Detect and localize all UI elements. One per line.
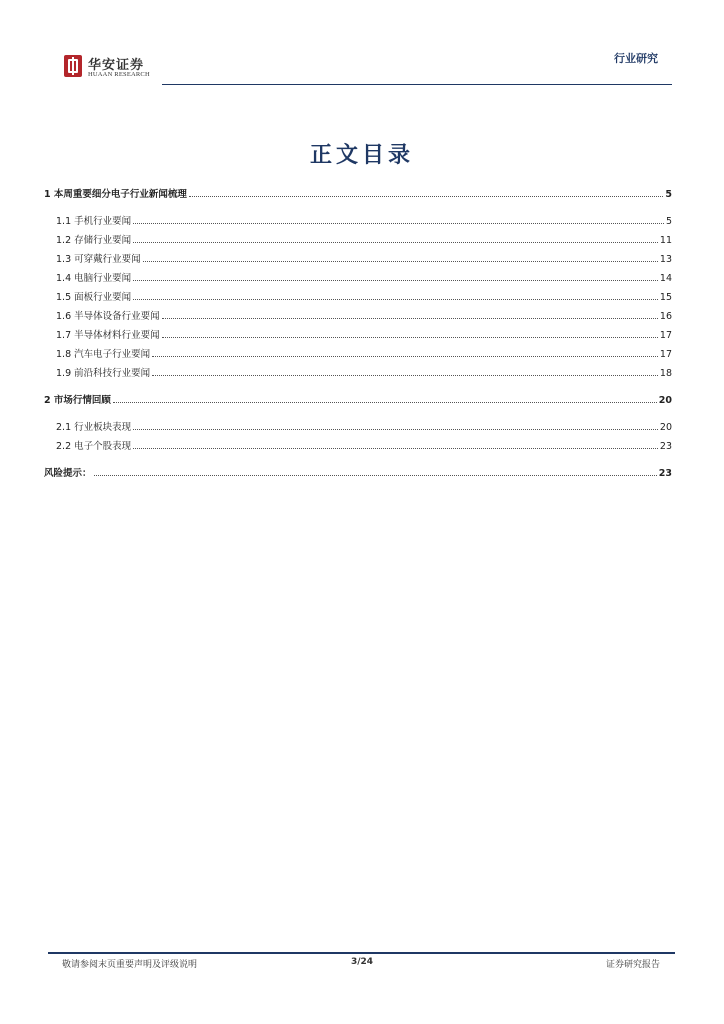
- toc-page-number: 23: [658, 468, 672, 479]
- toc-item[interactable]: [44, 303, 672, 322]
- toc-item-label: 1.9 前沿科技行业要闻: [56, 368, 151, 379]
- toc-item-label: 2.1 行业板块表现: [56, 422, 132, 433]
- toc-page-number: 20: [658, 395, 672, 406]
- toc-item-label: 1.5 面板行业要闻: [56, 292, 132, 303]
- toc-page-number: 18: [659, 368, 672, 379]
- toc-leader-dots: [133, 242, 658, 243]
- table-of-contents: [44, 181, 672, 479]
- toc-item[interactable]: [44, 322, 672, 341]
- toc-leader-dots: [162, 337, 658, 338]
- toc-page-number: 17: [659, 349, 672, 360]
- toc-item[interactable]: [44, 265, 672, 284]
- toc-item-label: 1.8 汽车电子行业要闻: [56, 349, 151, 360]
- company-logo: [64, 54, 154, 84]
- toc-section-label: 2 市场行情回顾: [44, 395, 111, 406]
- toc-page-number: 16: [659, 311, 672, 322]
- toc-leader-dots: [152, 356, 658, 357]
- toc-page-number: 20: [659, 422, 672, 433]
- footer-page-number: 3/24: [350, 957, 374, 967]
- toc-page-number: 15: [659, 292, 672, 303]
- toc-item-label: 1.1 手机行业要闻: [56, 216, 132, 227]
- toc-leader-dots: [133, 280, 658, 281]
- toc-leader-dots: [94, 475, 657, 476]
- toc-leader-dots: [133, 223, 664, 224]
- toc-leader-dots: [162, 318, 658, 319]
- toc-page-number: 14: [659, 273, 672, 284]
- toc-leader-dots: [152, 375, 658, 376]
- toc-item-label: 1.7 半导体材料行业要闻: [56, 330, 160, 341]
- toc-leader-dots: [189, 196, 663, 197]
- footer-divider: [48, 952, 675, 954]
- toc-section-label: 风险提示：: [44, 468, 92, 479]
- toc-page-number: 17: [659, 330, 672, 341]
- toc-item-label: 1.4 电脑行业要闻: [56, 273, 132, 284]
- logo-seal-icon: [64, 55, 82, 77]
- footer-disclaimer: 敬请参阅末页重要声明及评级说明: [62, 960, 198, 970]
- toc-item[interactable]: [44, 341, 672, 360]
- toc-item-label: 1.6 半导体设备行业要闻: [56, 311, 160, 322]
- toc-item-label: 1.3 可穿戴行业要闻: [56, 254, 141, 265]
- toc-item[interactable]: [44, 284, 672, 303]
- logo-english-name: HUAAN RESEARCH: [88, 71, 150, 78]
- toc-leader-dots: [143, 261, 658, 262]
- toc-section[interactable]: [44, 181, 672, 200]
- toc-page-number: 11: [659, 235, 672, 246]
- header-divider: [162, 84, 672, 85]
- toc-item[interactable]: [44, 414, 672, 433]
- toc-item[interactable]: [44, 208, 672, 227]
- toc-page-number: 5: [665, 189, 672, 200]
- toc-leader-dots: [133, 429, 658, 430]
- logo-chinese-name: 华安证券: [88, 58, 145, 73]
- page-header: [0, 0, 724, 90]
- toc-page-number: 23: [659, 441, 672, 452]
- toc-section[interactable]: [44, 387, 672, 406]
- toc-item[interactable]: [44, 227, 672, 246]
- toc-section-label: 1 本周重要细分电子行业新闻梳理: [44, 189, 187, 200]
- toc-item[interactable]: [44, 433, 672, 452]
- toc-page-number: 13: [659, 254, 672, 265]
- toc-title: 正文目录: [309, 142, 414, 168]
- toc-page-number: 5: [665, 216, 672, 227]
- section-tag: 行业研究: [614, 52, 658, 65]
- toc-leader-dots: [133, 299, 658, 300]
- toc-leader-dots: [133, 448, 658, 449]
- toc-item-label: 2.2 电子个股表现: [56, 441, 132, 452]
- toc-section[interactable]: [44, 460, 672, 479]
- toc-item-label: 1.2 存储行业要闻: [56, 235, 132, 246]
- toc-item[interactable]: [44, 246, 672, 265]
- footer-report-type: 证券研究报告: [605, 960, 660, 970]
- toc-leader-dots: [113, 402, 657, 403]
- toc-item[interactable]: [44, 360, 672, 379]
